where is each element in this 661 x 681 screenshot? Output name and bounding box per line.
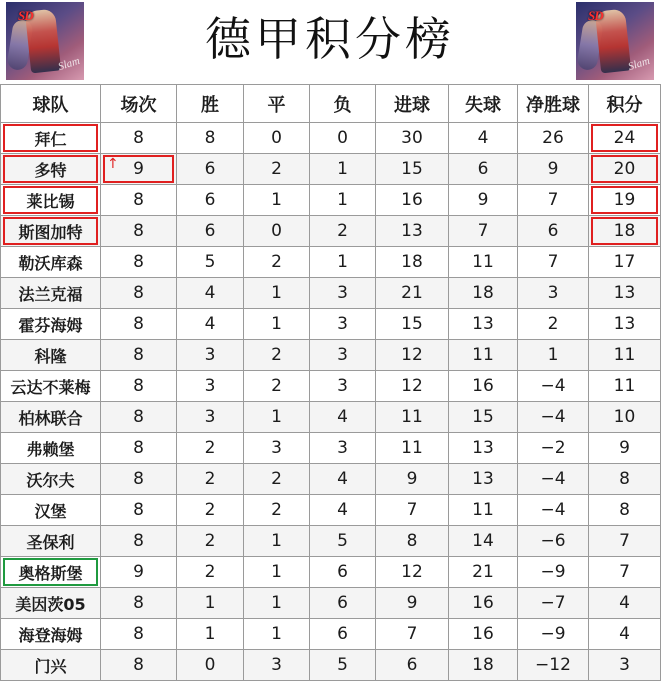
cell-goals-against: 13 (449, 309, 518, 340)
cell-goals-for: 9 (376, 588, 449, 619)
table-row (1, 216, 661, 247)
cell-points: 4 (589, 588, 661, 619)
cell-goals-against: 11 (449, 495, 518, 526)
cell-goal-difference: −9 (518, 619, 589, 650)
cell-draws: 2 (244, 247, 310, 278)
cell-losses: 1 (310, 185, 376, 216)
table-row (1, 309, 661, 340)
cell-matches-played: 8 (101, 247, 177, 278)
cell-goals-for: 12 (376, 557, 449, 588)
cell-draws: 1 (244, 557, 310, 588)
table-row (1, 340, 661, 371)
cell-matches-played: 8 (101, 371, 177, 402)
cell-team-name: 法兰克福 (1, 278, 101, 309)
cell-goals-for: 11 (376, 433, 449, 464)
cell-points: 19 (589, 185, 661, 216)
cell-goals-for: 7 (376, 619, 449, 650)
cell-points: 11 (589, 371, 661, 402)
cell-goals-against: 16 (449, 371, 518, 402)
column-header-goals-for: 进球 (376, 85, 449, 123)
cell-goals-for: 11 (376, 402, 449, 433)
cell-losses: 3 (310, 433, 376, 464)
cell-draws: 2 (244, 464, 310, 495)
cell-wins: 6 (177, 216, 244, 247)
cell-goals-for: 15 (376, 309, 449, 340)
cell-goal-difference: −4 (518, 464, 589, 495)
cell-goal-difference: −4 (518, 402, 589, 433)
table-header-row (1, 85, 661, 123)
cell-goals-against: 21 (449, 557, 518, 588)
cell-goals-against: 7 (449, 216, 518, 247)
cell-wins: 3 (177, 340, 244, 371)
cell-goal-difference: −6 (518, 526, 589, 557)
cell-points: 11 (589, 340, 661, 371)
cell-draws: 2 (244, 340, 310, 371)
cell-goal-difference: −7 (518, 588, 589, 619)
cell-losses: 3 (310, 340, 376, 371)
cell-goal-difference: 7 (518, 247, 589, 278)
cell-goals-for: 21 (376, 278, 449, 309)
cell-goals-against: 18 (449, 278, 518, 309)
cell-team-name: 云达不莱梅 (1, 371, 101, 402)
cell-goals-against: 18 (449, 650, 518, 681)
cell-team-name: 海登海姆 (1, 619, 101, 650)
cell-points: 17 (589, 247, 661, 278)
cell-losses: 1 (310, 247, 376, 278)
cell-goal-difference: 2 (518, 309, 589, 340)
column-header-points: 积分 (589, 85, 661, 123)
cell-matches-played: 9 (101, 557, 177, 588)
table-row (1, 650, 661, 681)
cell-goal-difference: −4 (518, 371, 589, 402)
table-row (1, 371, 661, 402)
cell-team-name: 沃尔夫 (1, 464, 101, 495)
cell-wins: 3 (177, 402, 244, 433)
cell-team-name: 门兴 (1, 650, 101, 681)
cell-matches-played: 8 (101, 588, 177, 619)
cell-points: 9 (589, 433, 661, 464)
column-header-goals-against: 失球 (449, 85, 518, 123)
table-row (1, 526, 661, 557)
cell-losses: 3 (310, 371, 376, 402)
cell-goals-for: 7 (376, 495, 449, 526)
cell-goals-against: 15 (449, 402, 518, 433)
cell-wins: 2 (177, 557, 244, 588)
cell-draws: 1 (244, 619, 310, 650)
cell-goals-for: 30 (376, 123, 449, 154)
cell-losses: 6 (310, 588, 376, 619)
cell-draws: 0 (244, 216, 310, 247)
cell-matches-played: 8 (101, 495, 177, 526)
cell-wins: 2 (177, 526, 244, 557)
cell-losses: 4 (310, 495, 376, 526)
cell-losses: 0 (310, 123, 376, 154)
cell-wins: 3 (177, 371, 244, 402)
cell-losses: 4 (310, 402, 376, 433)
cell-team-name: 美因茨05 (1, 588, 101, 619)
cell-team-name: 圣保利 (1, 526, 101, 557)
cell-team-name: 科隆 (1, 340, 101, 371)
cell-goals-against: 6 (449, 154, 518, 185)
cell-goals-for: 8 (376, 526, 449, 557)
cell-wins: 2 (177, 433, 244, 464)
cell-matches-played: 8 (101, 185, 177, 216)
cell-goal-difference: 7 (518, 185, 589, 216)
table-row (1, 278, 661, 309)
cell-goals-for: 12 (376, 371, 449, 402)
cell-wins: 1 (177, 588, 244, 619)
table-row (1, 588, 661, 619)
cell-points: 20 (589, 154, 661, 185)
cell-draws: 2 (244, 371, 310, 402)
cell-wins: 2 (177, 495, 244, 526)
cell-goals-for: 16 (376, 185, 449, 216)
cell-draws: 1 (244, 402, 310, 433)
cell-goals-against: 11 (449, 247, 518, 278)
cell-goals-for: 6 (376, 650, 449, 681)
cell-draws: 0 (244, 123, 310, 154)
table-row (1, 619, 661, 650)
cell-losses: 5 (310, 526, 376, 557)
cell-matches-played: 8 (101, 650, 177, 681)
cell-points: 4 (589, 619, 661, 650)
cell-team-name: 多特 (1, 154, 101, 185)
logo-mark-text: SD (18, 8, 33, 23)
cell-losses: 6 (310, 557, 376, 588)
cell-matches-played: 8 (101, 402, 177, 433)
cell-matches-played: 8 (101, 619, 177, 650)
cell-goal-difference: −12 (518, 650, 589, 681)
cell-goals-for: 9 (376, 464, 449, 495)
column-header-win: 胜 (177, 85, 244, 123)
cell-wins: 0 (177, 650, 244, 681)
cell-points: 13 (589, 278, 661, 309)
cell-points: 24 (589, 123, 661, 154)
cell-wins: 4 (177, 278, 244, 309)
cell-draws: 3 (244, 433, 310, 464)
table-row (1, 247, 661, 278)
cell-goals-for: 18 (376, 247, 449, 278)
cell-matches-played: 8 (101, 526, 177, 557)
table-row (1, 433, 661, 464)
cell-goal-difference: 3 (518, 278, 589, 309)
cell-goals-for: 13 (376, 216, 449, 247)
cell-matches-played: 8 (101, 216, 177, 247)
cell-points: 8 (589, 495, 661, 526)
cell-wins: 6 (177, 154, 244, 185)
cell-draws: 1 (244, 309, 310, 340)
cell-goal-difference: 6 (518, 216, 589, 247)
cell-matches-played: 8 (101, 309, 177, 340)
cell-goals-against: 9 (449, 185, 518, 216)
cell-matches-played: ↑ 9 (101, 154, 177, 185)
column-header-draw: 平 (244, 85, 310, 123)
cell-losses: 2 (310, 216, 376, 247)
cell-goals-against: 13 (449, 433, 518, 464)
cell-losses: 4 (310, 464, 376, 495)
cell-points: 10 (589, 402, 661, 433)
cell-points: 3 (589, 650, 661, 681)
table-row (1, 402, 661, 433)
cell-team-name: 霍芬海姆 (1, 309, 101, 340)
cell-team-name: 柏林联合 (1, 402, 101, 433)
cell-draws: 2 (244, 154, 310, 185)
cell-draws: 1 (244, 588, 310, 619)
column-header-team: 球队 (1, 85, 101, 123)
cell-team-name: 莱比锡 (1, 185, 101, 216)
cell-goal-difference: 9 (518, 154, 589, 185)
cell-goals-for: 15 (376, 154, 449, 185)
cell-losses: 6 (310, 619, 376, 650)
table-row (1, 557, 661, 588)
cell-team-name: 汉堡 (1, 495, 101, 526)
header-banner (0, 0, 660, 84)
column-header-played: 场次 (101, 85, 177, 123)
cell-draws: 1 (244, 526, 310, 557)
standings-table (0, 84, 661, 681)
cell-goal-difference: −2 (518, 433, 589, 464)
table-row (1, 185, 661, 216)
logo-mark-text-secondary: Slam (56, 54, 82, 74)
cell-matches-played: 8 (101, 433, 177, 464)
cell-points: 18 (589, 216, 661, 247)
cell-team-name: 斯图加特 (1, 216, 101, 247)
cell-goals-for: 12 (376, 340, 449, 371)
cell-matches-played: 8 (101, 123, 177, 154)
cell-points: 7 (589, 526, 661, 557)
cell-matches-played: 8 (101, 464, 177, 495)
arrow-up-icon: ↑ (107, 156, 119, 172)
cell-matches-played: 8 (101, 340, 177, 371)
cell-goal-difference: 1 (518, 340, 589, 371)
cell-goals-against: 11 (449, 340, 518, 371)
cell-goals-against: 16 (449, 588, 518, 619)
column-header-goal-diff: 净胜球 (518, 85, 589, 123)
cell-points: 8 (589, 464, 661, 495)
cell-draws: 1 (244, 278, 310, 309)
standings-table-body (1, 123, 661, 681)
cell-wins: 1 (177, 619, 244, 650)
basketball-player-logo-left (6, 2, 84, 80)
cell-goal-difference: 26 (518, 123, 589, 154)
table-row (1, 464, 661, 495)
cell-losses: 3 (310, 278, 376, 309)
cell-draws: 1 (244, 185, 310, 216)
table-row (1, 495, 661, 526)
logo-mark-text-secondary: Slam (626, 54, 652, 74)
cell-points: 13 (589, 309, 661, 340)
cell-goal-difference: −4 (518, 495, 589, 526)
cell-goals-against: 14 (449, 526, 518, 557)
cell-team-name: 奥格斯堡 (1, 557, 101, 588)
cell-draws: 3 (244, 650, 310, 681)
cell-wins: 5 (177, 247, 244, 278)
cell-goals-against: 13 (449, 464, 518, 495)
logo-mark-text: SD (588, 8, 603, 23)
cell-wins: 6 (177, 185, 244, 216)
cell-losses: 3 (310, 309, 376, 340)
cell-draws: 2 (244, 495, 310, 526)
cell-team-name: 弗赖堡 (1, 433, 101, 464)
cell-losses: 1 (310, 154, 376, 185)
cell-losses: 5 (310, 650, 376, 681)
cell-matches-played: 8 (101, 278, 177, 309)
cell-wins: 8 (177, 123, 244, 154)
cell-team-name: 勒沃库森 (1, 247, 101, 278)
column-header-loss: 负 (310, 85, 376, 123)
cell-goals-against: 4 (449, 123, 518, 154)
cell-wins: 2 (177, 464, 244, 495)
cell-goals-against: 16 (449, 619, 518, 650)
cell-points: 7 (589, 557, 661, 588)
basketball-player-logo-right (576, 2, 654, 80)
cell-wins: 4 (177, 309, 244, 340)
cell-team-name: 拜仁 (1, 123, 101, 154)
page-title: 德甲积分榜 (205, 12, 455, 66)
cell-goal-difference: −9 (518, 557, 589, 588)
table-row (1, 123, 661, 154)
table-row (1, 154, 661, 185)
